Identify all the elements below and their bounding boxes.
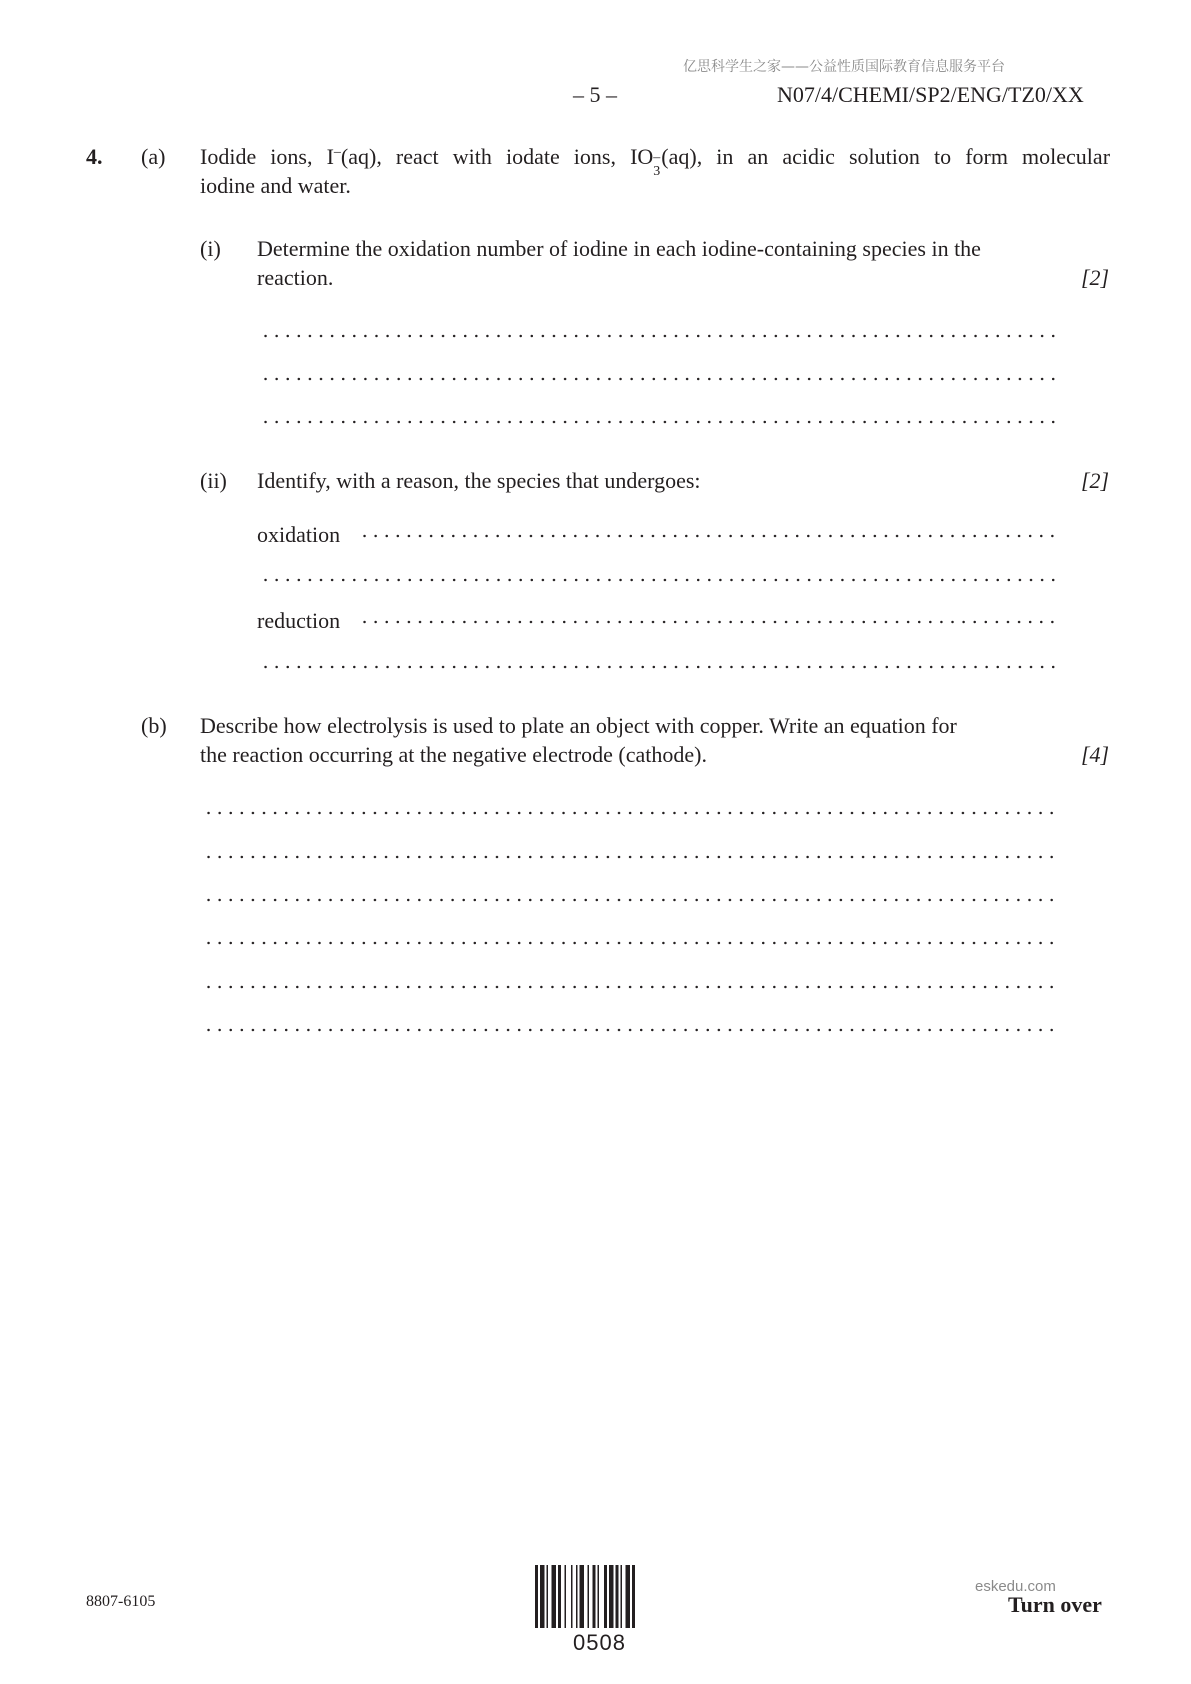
answer-line-i-3[interactable] (260, 419, 1055, 425)
answer-line-b-1[interactable] (203, 810, 1055, 816)
answer-line-b-2[interactable] (203, 854, 1055, 860)
sub-i-line2: reaction. (257, 265, 334, 290)
footer-code-left: 8807-6105 (86, 1593, 156, 1610)
reduction-answer-line-2[interactable] (260, 664, 1055, 670)
sub-ii-text: Identify, with a reason, the species that undergoes: (257, 468, 701, 493)
answer-line-b-4[interactable] (203, 940, 1055, 946)
oxidation-label: oxidation (257, 522, 341, 547)
oxidation-answer-line-2[interactable] (260, 577, 1055, 583)
part-b-label: (b) (141, 713, 167, 738)
watermark-text: 亿思科学生之家——公益性质国际教育信息服务平台 (683, 59, 1005, 75)
sub-ii-marks: [2] (1081, 468, 1110, 493)
paper-code: N07/4/CHEMI/SP2/ENG/TZ0/XX (777, 82, 1084, 107)
part-b-line1: Describe how electrolysis is used to plate an object with copper. Write an equation for (200, 713, 957, 738)
part-a-intro-line1: Iodide ions, I–(aq), react with iodate ions, IO – 3 (aq), in an acidic solution to form molecular (200, 144, 1111, 179)
page-number: – 5 – (573, 82, 617, 107)
oxidation-answer-line[interactable] (359, 533, 1055, 539)
site-watermark: eskedu.com (975, 1578, 1056, 1595)
turn-over-label: Turn over (1008, 1592, 1102, 1617)
sub-i-line1: Determine the oxidation number of iodine in each iodine-containing species in the (257, 236, 981, 261)
answer-line-b-6[interactable] (203, 1027, 1055, 1033)
part-b-line2: the reaction occurring at the negative electrode (cathode). (200, 742, 707, 767)
answer-line-b-3[interactable] (203, 897, 1055, 903)
sub-i-marks: [2] (1081, 265, 1110, 290)
reduction-label: reduction (257, 608, 341, 633)
barcode-number: 0508 (573, 1630, 626, 1655)
answer-line-b-5[interactable] (203, 984, 1055, 990)
part-a-label: (a) (141, 144, 166, 169)
sub-ii-label: (ii) (200, 468, 227, 493)
barcode-image (535, 1565, 667, 1628)
sub-i-label: (i) (200, 236, 221, 261)
answer-line-i-1[interactable] (260, 333, 1055, 339)
part-a-intro-line2: iodine and water. (200, 173, 351, 198)
reduction-answer-line[interactable] (359, 619, 1055, 625)
part-b-marks: [4] (1081, 742, 1110, 767)
answer-line-i-2[interactable] (260, 376, 1055, 382)
question-number: 4. (86, 144, 103, 169)
